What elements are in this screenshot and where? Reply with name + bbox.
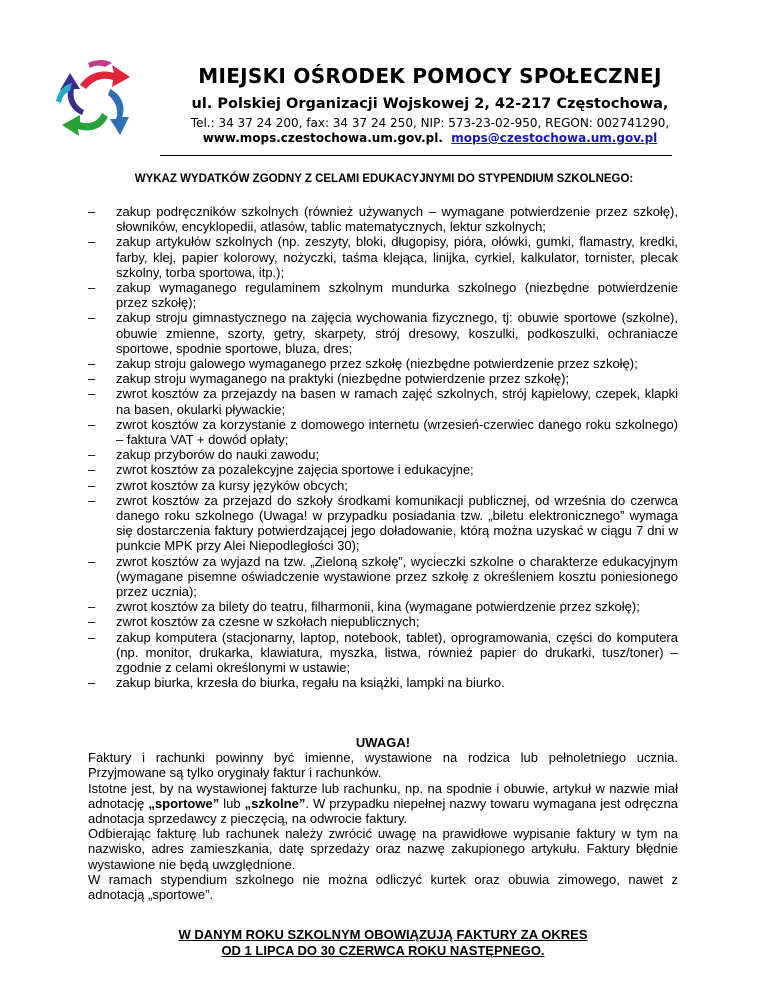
list-item bbox=[88, 356, 678, 371]
header-divider bbox=[160, 155, 672, 156]
bullet-dash: – bbox=[88, 477, 96, 493]
bullet-dash: – bbox=[88, 629, 96, 645]
bullet-dash: – bbox=[88, 386, 96, 402]
list-item bbox=[88, 462, 678, 477]
bullet-dash: – bbox=[88, 371, 96, 387]
warning-section bbox=[88, 735, 678, 902]
list-item bbox=[88, 599, 678, 614]
list-item-text: zwrot kosztów za przejazdy na basen w ramach zajęć szkolnych, strój kąpielowy, czepek, klapki na basen, okularki pływackie; bbox=[116, 386, 678, 417]
list-item bbox=[88, 554, 678, 600]
list-item-text: zakup biurka, krzesła do biurka, regału na książki, lampki na biurko. bbox=[116, 675, 505, 691]
list-item bbox=[88, 493, 678, 554]
bullet-dash: – bbox=[88, 492, 96, 508]
bullet-dash: – bbox=[88, 416, 96, 432]
list-item-text: zakup stroju gimnastycznego na zajęcia wychowania fizycznego, tj: obuwie sportowe (szkolne), obuwie zmienne, szorty, getry, skarpety, strój dresowy, koszulki, podkoszulki, ochraniacze sportowe, spodnie sportowe, bluza, dres; bbox=[116, 310, 678, 356]
list-item-text: zwrot kosztów za kursy języków obcych; bbox=[116, 477, 348, 493]
warning-heading: UWAGA! bbox=[355, 735, 411, 750]
list-item-text: zwrot kosztów za przejazd do szkoły środkami komunikacji publicznej, od września do czerwca danego roku szkolnego (Uwaga! w przypadku posiadania tzw. „biletu elektronicznego” wymaga się dostarczenia faktury potwierdzającej jego doładowanie, którą można uzyskać w ciągu 7 dni w punkcie MPK przy Alei Niepodległości 30); bbox=[116, 492, 678, 554]
list-item-text: zwrot kosztów za pozalekcyjne zajęcia sportowe i edukacyjne; bbox=[116, 462, 474, 478]
warning-paragraph-1: Faktury i rachunki powinny być imienne, wystawione na rodzica lub pełnoletniego ucznia. Przyjmowane są tylko oryginały faktur i rachunków. bbox=[88, 750, 678, 781]
mops-arrows-logo-icon bbox=[50, 55, 142, 147]
list-item bbox=[88, 371, 678, 386]
list-item bbox=[88, 234, 678, 280]
term-szkolne: „szkolne” bbox=[244, 795, 306, 811]
institution-address: ul. Polskiej Organizacji Wojskowej 2, 42-217 Częstochowa, bbox=[191, 96, 669, 112]
institution-name: MIEJSKI OŚRODEK POMOCY SPOŁECZNEJ bbox=[198, 64, 662, 88]
bullet-dash: – bbox=[88, 447, 96, 463]
institution-contact: Tel.: 34 37 24 200, fax: 34 37 24 250, NIP: 573-23-02-950, REGON: 002741290, bbox=[190, 116, 670, 130]
warning-paragraph-2: Istotne jest, by na wystawionej fakturze lub rachunku, np. na spodnie i obuwie, artykuł w nazwie miał adnotację „sportowe” lub „szkolne”. W przypadku niepełnej nazwy towaru wymagana jest odręczna adnotacja sprzedawcy z pieczęcią, na odwrocie faktury. bbox=[88, 780, 678, 827]
list-item-text: zwrot kosztów za czesne w szkołach niepublicznych; bbox=[116, 614, 420, 630]
website-link[interactable]: www.mops.czestochowa.um.gov.pl. bbox=[202, 131, 443, 145]
warning-paragraph-4: W ramach stypendium szkolnego nie można odliczyć kurtek oraz obuwia zimowego, nawet z adnotacją „sportowe”. bbox=[88, 871, 678, 903]
bullet-dash: – bbox=[88, 280, 96, 296]
list-item-text: zakup komputera (stacjonarny, laptop, notebook, tablet), oprogramowania, części do komputera (np. monitor, drukarka, klawiatura, myszka, listwa, również papier do drukarki, tusz/toner) – zgodnie z celami określonymi w ustawie; bbox=[116, 629, 678, 676]
list-item-text: zwrot kosztów za korzystanie z domowego internetu (wrzesień-czerwiec danego roku szkolnego) – faktura VAT + dowód opłaty; bbox=[116, 416, 678, 448]
list-item-text: zakup przyborów do nauki zawodu; bbox=[116, 447, 320, 463]
validity-notice bbox=[88, 927, 678, 958]
list-item-text: zakup artykułów szkolnych (np. zeszyty, bloki, długopisy, pióra, ołówki, gumki, flamastry, kredki, farby, klej, papier kolorowy, nożyczki, taśma klejąca, linijka, cyrkiel, kalkulator, tornister, plecak szkolny, torba sportowa, itp.); bbox=[116, 234, 678, 280]
bullet-dash: – bbox=[88, 553, 96, 569]
list-item bbox=[88, 310, 678, 356]
list-item-text: zakup stroju galowego wymaganego przez szkołę (niezbędne potwierdzenie przez szkołę); bbox=[116, 356, 638, 372]
letterhead bbox=[0, 0, 768, 170]
bullet-dash: – bbox=[88, 310, 96, 326]
expense-list bbox=[88, 204, 678, 691]
list-item bbox=[88, 204, 678, 234]
list-item bbox=[88, 675, 678, 690]
email-link[interactable]: mops@czestochowa.um.gov.pl bbox=[451, 131, 658, 145]
list-item-text: zakup wymaganego regulaminem szkolnym mundurka szkolnego (niezbędne potwierdzenie przez szkołę); bbox=[116, 280, 678, 311]
list-item bbox=[88, 280, 678, 310]
list-item-text: zwrot kosztów za wyjazd na tzw. „Zieloną szkołę”, wycieczki szkolne o charakterze edukacyjnym (wymagane pisemne oświadczenie wystawione przez szkołę z określeniem kosztu poniesionego przez ucznia); bbox=[116, 553, 678, 600]
bullet-dash: – bbox=[88, 234, 96, 250]
list-item bbox=[88, 478, 678, 493]
list-item-text: zwrot kosztów za bilety do teatru, filharmonii, kina (wymagane potwierdzenie przez szkołę); bbox=[116, 599, 640, 615]
bullet-dash: – bbox=[88, 675, 96, 691]
bullet-dash: – bbox=[88, 204, 96, 219]
document-title: WYKAZ WYDATKÓW ZGODNY Z CELAMI EDUKACYJNYMI DO STYPENDIUM SZKOLNEGO: bbox=[134, 173, 634, 185]
list-item bbox=[88, 417, 678, 447]
list-item bbox=[88, 614, 678, 629]
list-item bbox=[88, 630, 678, 676]
list-item bbox=[88, 447, 678, 462]
bullet-dash: – bbox=[88, 356, 96, 372]
term-sportowe: „sportowe” bbox=[148, 795, 220, 811]
bullet-dash: – bbox=[88, 614, 96, 630]
list-item-text: zakup stroju wymaganego na praktyki (niezbędne potwierdzenie przez szkołę); bbox=[116, 371, 570, 387]
list-item bbox=[88, 386, 678, 416]
warning-paragraph-3: Odbierając fakturę lub rachunek należy zwrócić uwagę na prawidłowe wypisanie faktury w tym na nazwisko, adres zamieszkania, datę sprzedaży oraz nazwę zakupionego artykułu. Faktury błędnie wystawione nie będą uwzględnione. bbox=[88, 826, 678, 872]
validity-line-2: OD 1 LIPCA DO 30 CZERWCA ROKU NASTĘPNEGO. bbox=[221, 942, 545, 958]
bullet-dash: – bbox=[88, 599, 96, 615]
institution-web bbox=[130, 131, 730, 145]
bullet-dash: – bbox=[88, 462, 96, 478]
validity-line-1: W DANYM ROKU SZKOLNYM OBOWIĄZUJĄ FAKTURY ZA OKRES bbox=[178, 927, 588, 942]
list-item-text: zakup podręczników szkolnych (również używanych – wymagane potwierdzenie przez szkołę), słowników, encyklopedii, atlasów, tablic matematycznych, lektur szkolnych; bbox=[116, 204, 678, 235]
